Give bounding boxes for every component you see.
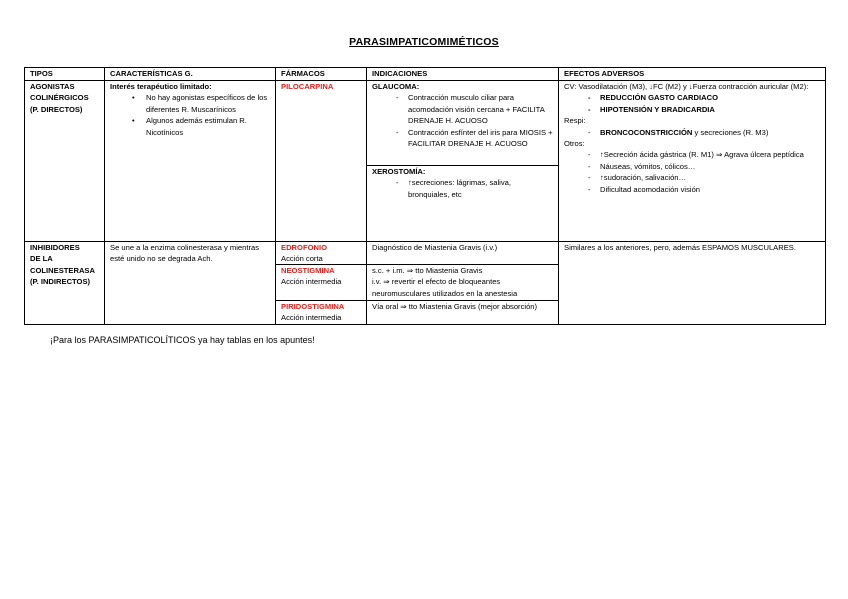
list-item: - Contracción esfínter del iris para MIOSIS + FACILITAR DRENAJE H. ACUOSO — [372, 127, 553, 150]
list-item: - HIPOTENSIÓN Y BRADICARDIA — [564, 104, 820, 115]
efectos-cv: CV: Vasodilatación (M3), ↓FC (M2) y ↓Fuerza contracción auricular (M2): — [564, 82, 809, 91]
caracteristicas-cell — [105, 242, 276, 325]
drug-accion: Acción corta — [281, 254, 323, 264]
arrow-up-icon: ↑ — [600, 150, 604, 160]
caracteristicas-cell — [105, 81, 276, 242]
arrow-up-icon: ↑ — [600, 173, 604, 183]
efectos-respi-title: Respi: — [564, 116, 586, 126]
indicaciones-cell — [367, 81, 559, 242]
list-item: - Dificultad acomodación visión — [564, 184, 820, 195]
list-item — [564, 149, 820, 160]
farmaco-cell — [276, 81, 367, 242]
drug-accion: Acción intermedia — [281, 313, 342, 323]
tipo-cell — [25, 81, 105, 242]
efectos-otros-title: Otros: — [564, 139, 585, 149]
list-item — [564, 172, 820, 183]
page-title: PARASIMPATICOMIMÉTICOS — [349, 36, 499, 48]
drug-name: EDROFONIO — [281, 243, 327, 252]
efectos-cell — [559, 81, 826, 242]
table-row — [25, 81, 826, 242]
farmaco-cell — [276, 242, 367, 325]
tipo-line: DE LA — [30, 254, 53, 264]
tipo-line: AGONISTAS — [30, 82, 75, 91]
tipo-line: (P. DIRECTOS) — [30, 104, 83, 114]
efectos-cell — [559, 242, 826, 325]
arrow-up-icon: ↑ — [408, 178, 412, 188]
list-item: • No hay agonistas específicos de los diferentes R. Muscarínicos — [110, 92, 270, 115]
list-item — [564, 127, 820, 138]
drug-name: PIRIDOSTIGMINA — [281, 302, 345, 311]
glaucoma-title: GLAUCOMA: — [372, 82, 420, 91]
drug-accion: Acción intermedia — [281, 277, 342, 287]
list-item — [372, 177, 553, 200]
table-row — [25, 242, 826, 325]
footer-note: ¡Para los PARASIMPATICOLÍTICOS ya hay tablas en los apuntes! — [50, 335, 315, 345]
header-farmacos: FÁRMACOS — [276, 68, 367, 81]
xerostomia-title: XEROSTOMÍA: — [372, 167, 426, 176]
list-item: - Náuseas, vómitos, cólicos… — [564, 161, 820, 172]
header-efectos: EFECTOS ADVERSOS — [559, 68, 826, 81]
ind-text: s.c. + i.m. ⇒ tto Miastenia Gravis — [372, 266, 483, 275]
tipo-line: COLINESTERASA — [30, 265, 95, 275]
table-header-row — [25, 68, 826, 81]
list-item: - Contracción musculo ciliar para acomodación visión cercana + FACILITA DRENAJE H. ACUOSO — [372, 92, 553, 126]
ind-text: i.v. ⇒ revertir el efecto de bloqueantes neuromusculares utilizados en la anestesia — [372, 277, 518, 298]
tipo-line: INHIBIDORES — [30, 243, 80, 252]
drug-name: NEOSTIGMINA — [281, 266, 335, 275]
header-indicaciones: INDICACIONES — [367, 68, 559, 81]
indicaciones-cell — [367, 242, 559, 325]
caract-text: Se une a la enzima colinesterasa y mientras esté unido no se degrada Ach. — [110, 243, 259, 264]
list-item: • Algunos además estimulan R. Nicotínicos — [110, 115, 270, 138]
drug-table — [24, 67, 826, 325]
drug-name: PILOCARPINA — [281, 82, 334, 91]
tipo-line: (P. INDIRECTOS) — [30, 277, 91, 287]
header-tipos: TIPOS — [25, 68, 105, 81]
tipo-cell — [25, 242, 105, 325]
ind-text: Diagnóstico de Miastenia Gravis (i.v.) — [372, 243, 498, 252]
bronco-text: BRONCOCONSTRICCIÓN — [600, 127, 693, 137]
otros-text: sudoración, salivación… — [603, 173, 687, 183]
tipo-line: COLINÉRGICOS — [30, 93, 89, 103]
respi-rest-text: y secreciones (R. M3) — [692, 127, 769, 137]
otros-text: Secreción ácida gástrica (R. M1) ⇒ Agrava úlcera peptídica — [603, 150, 804, 160]
caract-intro: Interés terapéutico limitado: — [110, 82, 212, 91]
list-item: - REDUCCIÓN GASTO CARDIACO — [564, 92, 820, 103]
header-caracteristicas: CARACTERÍSTICAS G. — [105, 68, 276, 81]
ind-text: Vía oral ⇒ tto Miastenia Gravis (mejor absorción) — [372, 302, 538, 311]
efectos-text: Similares a los anteriores, pero, además ESPAMOS MUSCULARES. — [564, 243, 796, 252]
xero-text: secreciones: lágrimas, saliva, bronquiales, etc — [408, 178, 511, 199]
